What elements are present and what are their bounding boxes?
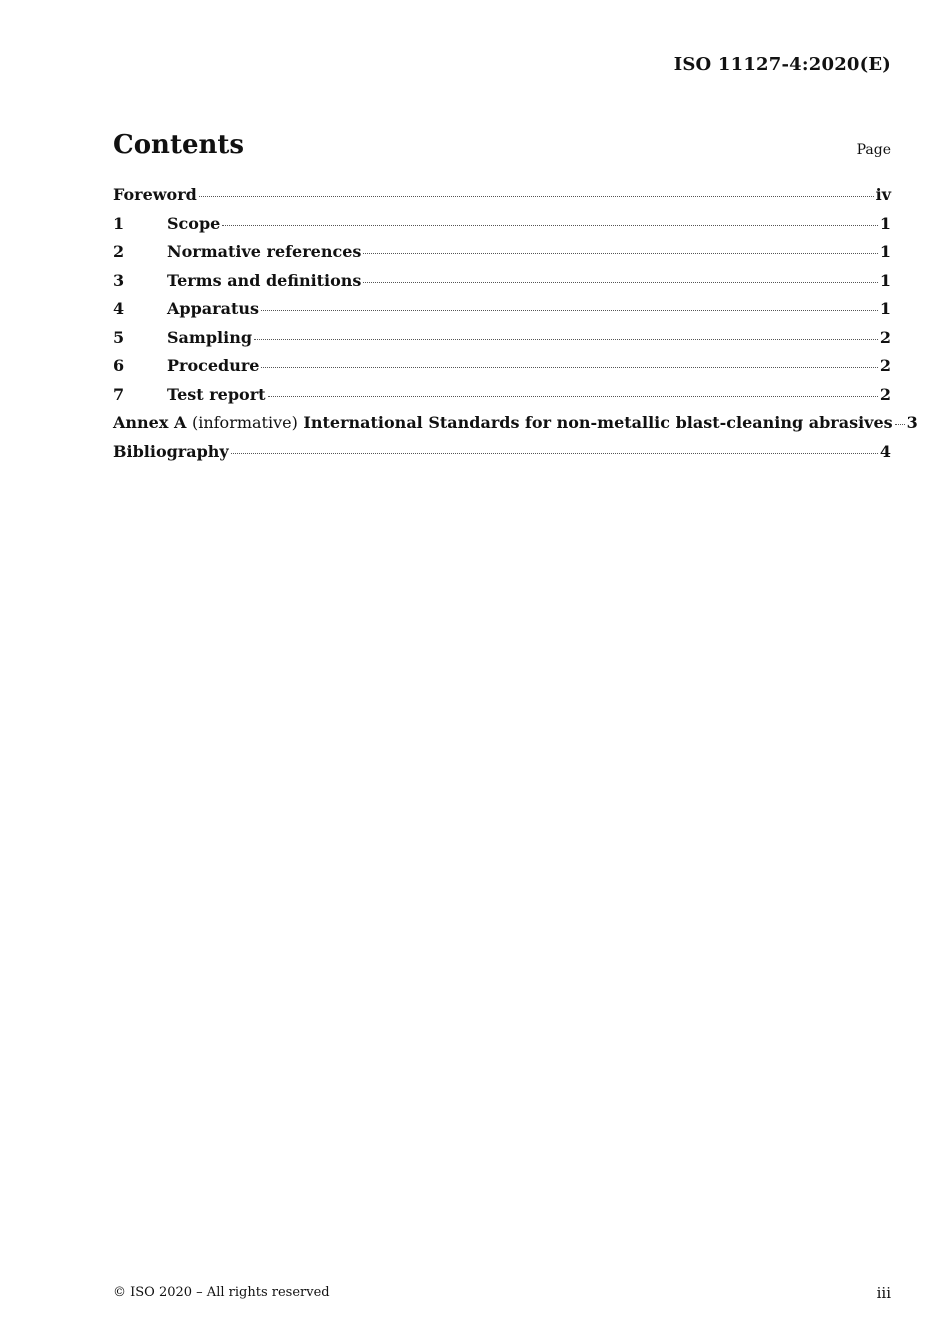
toc-leader-dots [363,282,877,283]
toc-leader-dots [222,225,878,226]
toc-entry-number: 1 [113,213,125,233]
toc-leader-dots [268,396,878,397]
toc-entry-page[interactable]: 1 [879,270,891,290]
footer-page-number: iii [876,1284,891,1302]
toc-annex-qualifier: (informative) [191,413,298,432]
toc-entry-title[interactable]: Normative references [167,242,362,261]
toc-entry-page[interactable]: 4 [879,441,891,461]
toc-entry-number: 3 [113,270,125,290]
toc-annex-heading: International Standards for non-metallic blast-cleaning abrasives [303,413,893,432]
toc-leader-dots [261,367,877,368]
document-id: ISO 11127-4:2020(E) [673,54,891,75]
toc-annex-label: Annex A [113,413,187,432]
toc-leader-dots [261,310,878,311]
footer-copyright: © ISO 2020 – All rights reserved [113,1285,330,1300]
toc-entry-annex-a[interactable] [113,413,918,442]
toc-leader-dots [254,339,878,340]
toc-entry-page[interactable]: 1 [879,242,891,261]
toc-entry-number: 2 [113,242,125,261]
contents-title: Contents [113,130,245,160]
toc-entry-terms-and-definitions[interactable] [113,271,891,300]
toc-entry-title[interactable]: Scope [167,213,221,233]
toc-entry-title[interactable]: Test report [167,384,266,404]
table-of-contents [113,185,918,470]
toc-entry-title[interactable]: Sampling [167,327,253,347]
toc-entry-page[interactable]: 1 [879,299,891,318]
toc-entry-title[interactable]: Foreword [113,185,197,204]
toc-entry-page[interactable]: 3 [906,413,918,432]
toc-annex-title[interactable] [113,413,893,432]
toc-entry-page[interactable]: 2 [879,384,891,404]
toc-leader-dots [231,453,878,454]
toc-entry-number: 6 [113,356,125,375]
toc-entry-title[interactable]: Bibliography [113,441,229,461]
toc-entry-foreword[interactable] [113,185,891,214]
toc-entry-apparatus[interactable] [113,299,891,328]
toc-entry-test-report[interactable] [113,385,891,414]
toc-entry-title[interactable]: Procedure [167,356,260,375]
toc-entry-number: 7 [113,384,125,404]
toc-entry-title[interactable]: Apparatus [167,299,259,318]
toc-leader-dots [363,253,877,254]
toc-entry-title[interactable]: Terms and definitions [167,270,362,290]
toc-entry-procedure[interactable] [113,356,891,385]
toc-entry-bibliography[interactable] [113,442,891,471]
toc-entry-scope[interactable] [113,214,891,243]
toc-leader-dots [895,424,905,425]
toc-entry-sampling[interactable] [113,328,891,357]
toc-entry-normative-references[interactable] [113,242,891,271]
toc-entry-page[interactable]: 2 [879,356,891,375]
toc-entry-number: 5 [113,327,125,347]
toc-entry-page[interactable]: iv [875,185,891,204]
toc-entry-number: 4 [113,299,125,318]
toc-entry-page[interactable]: 2 [879,327,891,347]
contents-header [113,130,891,164]
page-column-label: Page [856,142,891,158]
toc-leader-dots [199,196,874,197]
toc-entry-page[interactable]: 1 [879,213,891,233]
